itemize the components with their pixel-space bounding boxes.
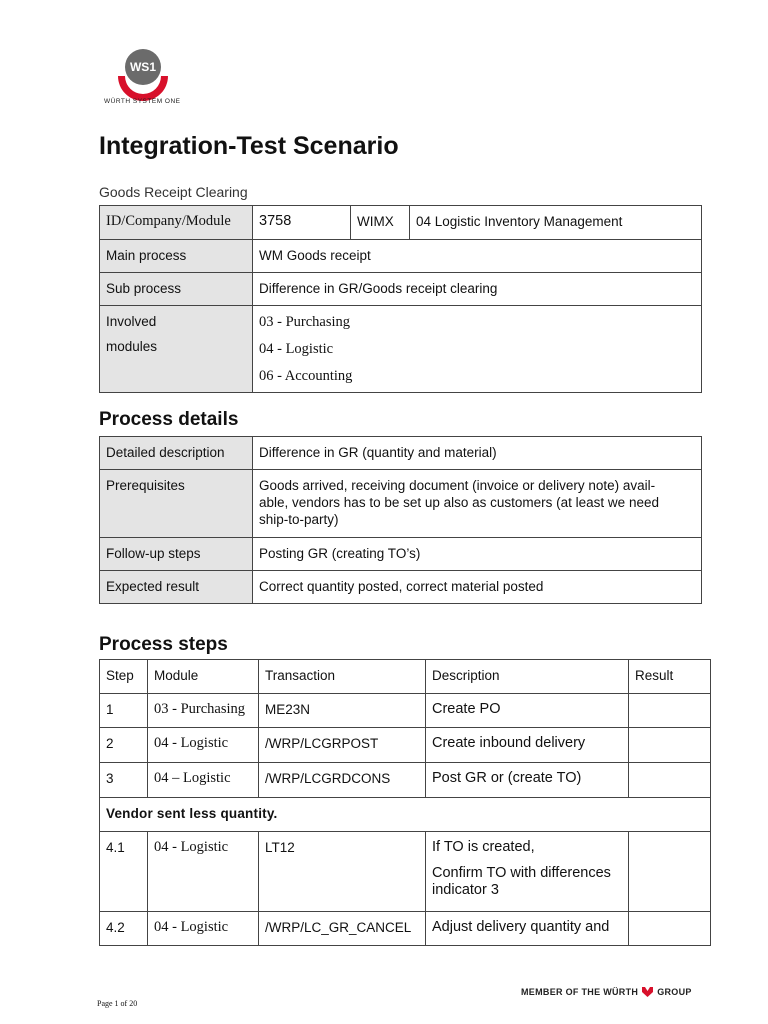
transaction-cell: /WRP/LCGRPOST	[259, 728, 426, 763]
process-steps-heading: Process steps	[99, 634, 228, 655]
result-cell	[629, 763, 711, 798]
result-cell	[629, 694, 711, 728]
transaction-cell: ME23N	[259, 694, 426, 728]
id-label: ID/Company/Module	[100, 206, 253, 240]
detail-label: Follow-up steps	[100, 538, 253, 571]
module-item: 06 - Accounting	[259, 368, 353, 384]
table-row	[100, 763, 711, 798]
prerequisites-line: ship-to-party)	[259, 512, 339, 527]
description-cell: Post GR or (create TO)	[426, 763, 629, 798]
module-cell: 04 - Logistic	[148, 912, 259, 946]
step-cell: 4.2	[100, 912, 148, 946]
wurth-mark-icon	[642, 987, 653, 997]
description-cell: Adjust delivery quantity and	[426, 912, 629, 946]
footer-brand-text: MEMBER OF THE WÜRTH	[521, 987, 639, 997]
step-cell: 1	[100, 694, 148, 728]
detail-value	[253, 470, 702, 538]
detail-value: Difference in GR (quantity and material)	[253, 437, 702, 470]
description-line: Confirm TO with differences indicator 3	[432, 865, 611, 898]
company-value: WIMX	[351, 206, 410, 240]
table-row	[100, 728, 711, 763]
involved-label-line: modules	[106, 339, 158, 354]
table-row	[100, 694, 711, 728]
detail-label: Expected result	[100, 571, 253, 604]
module-cell: 04 - Logistic	[148, 728, 259, 763]
process-details-heading: Process details	[99, 409, 239, 430]
prerequisites-line: able, vendors has to be set up also as customers (at least we need	[259, 495, 659, 510]
transaction-cell: /WRP/LCGRDCONS	[259, 763, 426, 798]
main-process-value: WM Goods receipt	[253, 240, 702, 273]
result-cell	[629, 728, 711, 763]
module-item: 04 - Logistic	[259, 341, 334, 357]
result-cell	[629, 912, 711, 946]
involved-modules-value	[253, 306, 702, 393]
page-number: Page 1 of 20	[97, 999, 138, 1008]
document-subtitle: Goods Receipt Clearing	[99, 184, 248, 200]
id-value: 3758	[253, 206, 351, 240]
footer-brand	[521, 987, 692, 997]
process-details-table	[99, 436, 702, 604]
column-header: Result	[629, 660, 711, 694]
process-steps-table	[99, 659, 711, 946]
footer-brand-text: GROUP	[657, 987, 692, 997]
detail-label: Prerequisites	[100, 470, 253, 538]
main-process-label: Main process	[100, 240, 253, 273]
step-cell: 2	[100, 728, 148, 763]
detail-label: Detailed description	[100, 437, 253, 470]
module-cell: 04 – Logistic	[148, 763, 259, 798]
step-cell: 4.1	[100, 832, 148, 912]
column-header: Description	[426, 660, 629, 694]
involved-modules-label	[100, 306, 253, 393]
detail-value: Posting GR (creating TO’s)	[253, 538, 702, 571]
description-cell: Create PO	[426, 694, 629, 728]
involved-label-line: Involved	[106, 314, 157, 329]
result-cell	[629, 832, 711, 912]
column-header: Transaction	[259, 660, 426, 694]
module-item: 03 - Purchasing	[259, 314, 351, 330]
summary-table	[99, 205, 702, 393]
table-row	[100, 832, 711, 912]
sub-process-value: Difference in GR/Goods receipt clearing	[253, 273, 702, 306]
column-header: Step	[100, 660, 148, 694]
detail-value: Correct quantity posted, correct material posted	[253, 571, 702, 604]
sub-process-label: Sub process	[100, 273, 253, 306]
prerequisites-line: Goods arrived, receiving document (invoice or delivery note) avail-	[259, 478, 656, 493]
column-header: Module	[148, 660, 259, 694]
description-line: If TO is created,	[432, 839, 535, 855]
module-cell: 03 - Purchasing	[148, 694, 259, 728]
table-row	[100, 912, 711, 946]
module-value: 04 Logistic Inventory Management	[410, 206, 702, 240]
transaction-cell: /WRP/LC_GR_CANCEL	[259, 912, 426, 946]
group-row-label: Vendor sent less quantity.	[100, 798, 711, 832]
logo-caption: WÜRTH SYSTEM ONE	[104, 98, 181, 105]
transaction-cell: LT12	[259, 832, 426, 912]
step-cell: 3	[100, 763, 148, 798]
description-cell: Create inbound delivery	[426, 728, 629, 763]
module-cell: 04 - Logistic	[148, 832, 259, 912]
description-cell	[426, 832, 629, 912]
logo-mark-text: WS1	[129, 60, 157, 74]
document-title: Integration-Test Scenario	[99, 132, 399, 160]
